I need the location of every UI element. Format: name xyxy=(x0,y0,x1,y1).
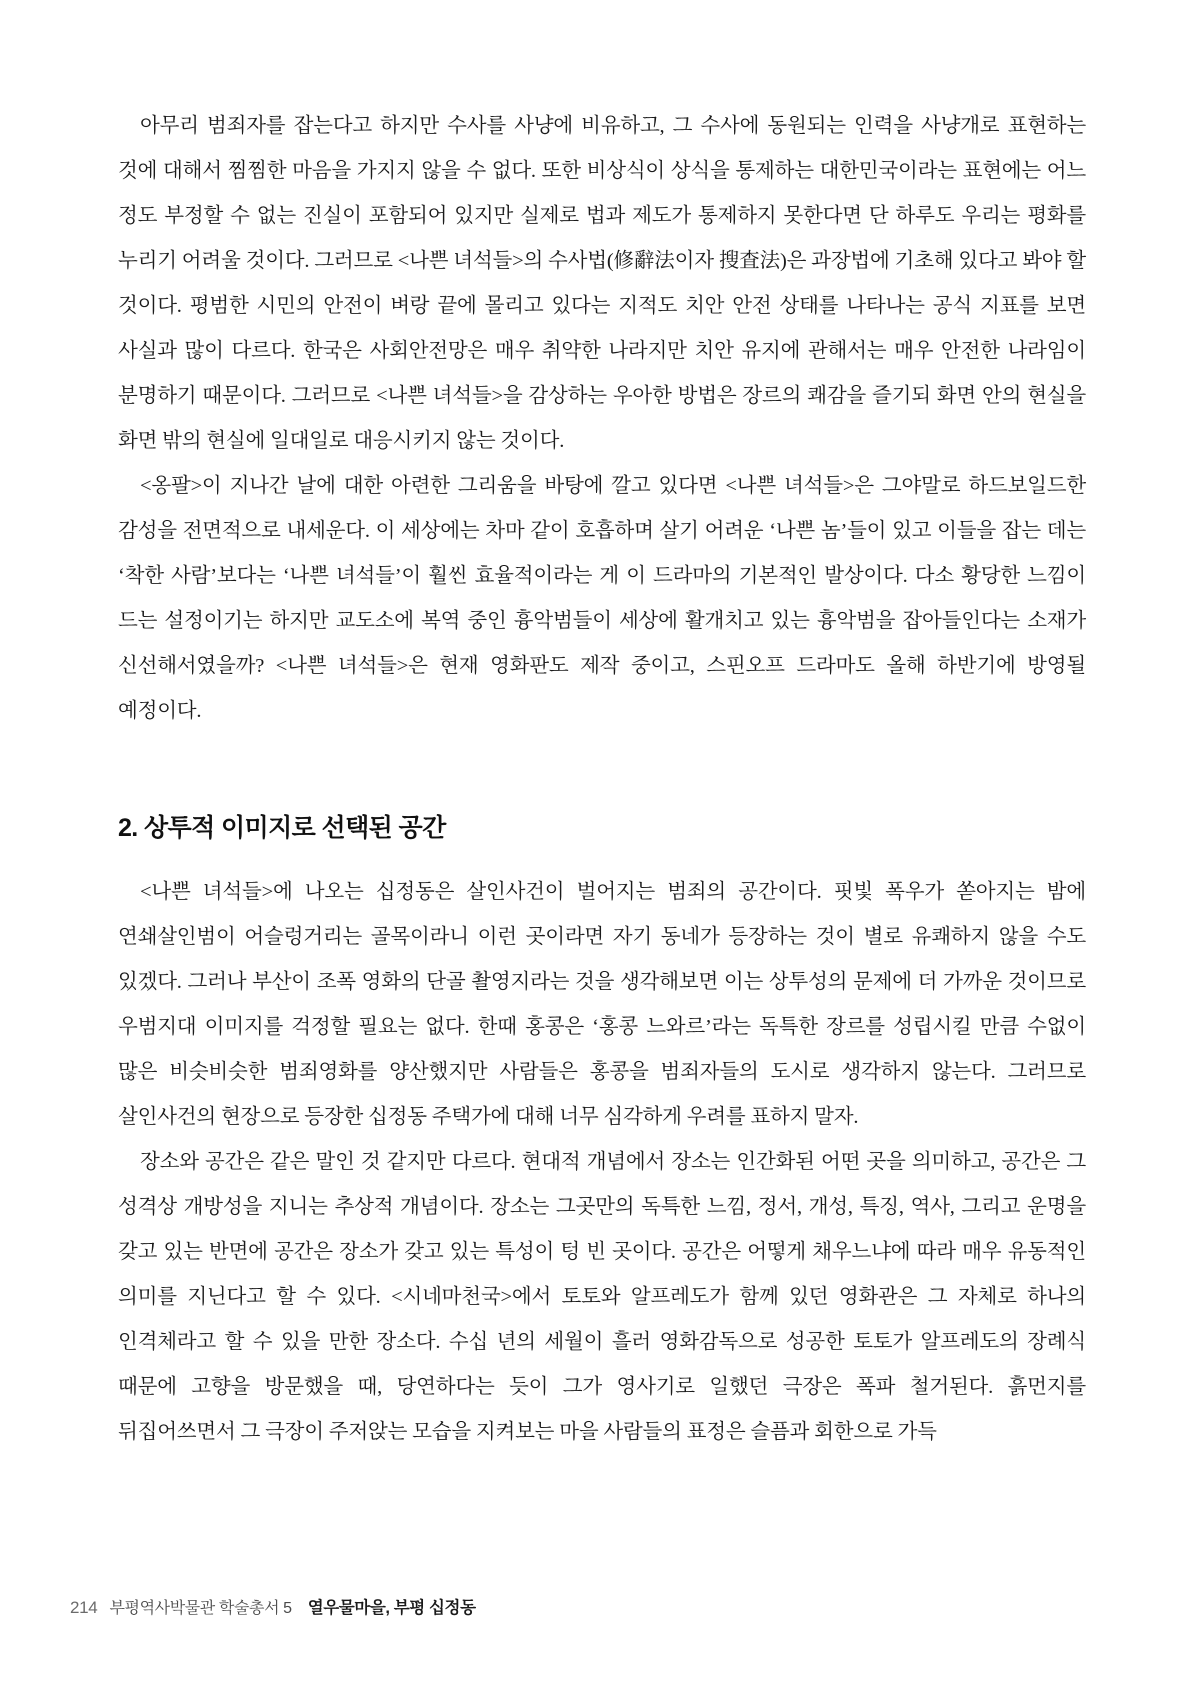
heading-spacer-top xyxy=(118,734,1086,808)
footer-book-title: 열우물마을, 부평 십정동 xyxy=(307,1599,476,1617)
page-content xyxy=(118,104,1086,1455)
footer-page-number: 214 xyxy=(70,1598,98,1617)
paragraph: 장소와 공간은 같은 말인 것 같지만 다르다. 현대적 개념에서 장소는 인간화된 어떤 곳을 의미하고, 공간은 그 성격상 개방성을 지니는 추상적 개념이다. 장소는 그곳만의 독특한 느낌, 정서, 개성, 특징, 역사, 그리고 운명을 갖고 있는 반면에 공간은 장소가 갖고 있는 특성이 텅 빈 곳이다. 공간은 어떻게 채우느냐에 따라 매우 유동적인 의미를 지닌다고 할 수 있다. <시네마천국>에서 토토와 알프레도가 함께 있던 영화관은 그 자체로 하나의 인격체라고 할 수 있을 만한 장소다. 수십 년의 세월이 흘러 영화감독으로 성공한 토토가 알프레도의 장례식 때문에 고향을 방문했을 때, 당연하다는 듯이 그가 영사기로 일했던 극장은 폭파 철거된다. 흙먼지를 뒤집어쓰면서 그 극장이 주저앉는 모습을 지켜보는 마을 사람들의 표정은 슬픔과 회한으로 가득 xyxy=(118,1151,1086,1443)
page-footer xyxy=(70,1594,476,1618)
paragraph: 아무리 범죄자를 잡는다고 하지만 수사를 사냥에 비유하고, 그 수사에 동원되는 인력을 사냥개로 표현하는 것에 대해서 찜찜한 마음을 가지지 않을 수 없다. 또한 비상식이 상식을 통제하는 대한민국이라는 표현에는 어느 정도 부정할 수 없는 진실이 포함되어 있지만 실제로 법과 제도가 통제하지 못한다면 단 하루도 우리는 평화를 누리기 어려울 것이다. 그러므로 <나쁜 녀석들>의 수사법(修辭法이자 搜査法)은 과장법에 기초해 있다고 봐야 할 것이다. 평범한 시민의 안전이 벼랑 끝에 몰리고 있다는 지적도 치안 안전 상태를 나타나는 공식 지표를 보면 사실과 많이 다르다. 한국은 사회안전망은 매우 취약한 나라지만 치안 유지에 관해서는 매우 안전한 나라임이 분명하기 때문이다. 그러므로 <나쁜 녀석들>을 감상하는 우아한 방법은 장르의 쾌감을 즐기되 화면 안의 현실을 화면 밖의 현실에 일대일로 대응시키지 않는 것이다. xyxy=(118,115,1086,452)
paragraph: <옹팔>이 지나간 날에 대한 아련한 그리움을 바탕에 깔고 있다면 <나쁜 녀석들>은 그야말로 하드보일드한 감성을 전면적으로 내세운다. 이 세상에는 차마 같이 호흡하며 살기 어려운 ‘나쁜 놈’들이 있고 이들을 잡는 데는 ‘착한 사람’보다는 ‘나쁜 녀석들’이 훨씬 효율적이라는 게 이 드라마의 기본적인 발상이다. 다소 황당한 느낌이 드는 설정이기는 하지만 교도소에 복역 중인 흉악범들이 세상에 활개치고 있는 흉악범을 잡아들인다는 소재가 신선해서였을까? <나쁜 녀석들>은 현재 영화판도 제작 중이고, 스핀오프 드라마도 올해 하반기에 방영될 예정이다. xyxy=(118,475,1086,722)
paragraph: <나쁜 녀석들>에 나오는 십정동은 살인사건이 벌어지는 범죄의 공간이다. 핏빛 폭우가 쏟아지는 밤에 연쇄살인범이 어슬렁거리는 골목이라니 이런 곳이라면 자기 동네가 등장하는 것이 별로 유쾌하지 않을 수도 있겠다. 그러나 부산이 조폭 영화의 단골 촬영지라는 것을 생각해보면 이는 상투성의 문제에 더 가까운 것이므로 우범지대 이미지를 걱정할 필요는 없다. 한때 홍콩은 ‘홍콩 느와르’라는 독특한 장르를 성립시킬 만큼 수없이 많은 비슷비슷한 범죄영화를 양산했지만 사람들은 홍콩을 범죄자들의 도시로 생각하지 않는다. 그러므로 살인사건의 현장으로 등장한 십정동 주택가에 대해 너무 심각하게 우려를 표하지 말자. xyxy=(118,881,1086,1128)
footer-series-label: 부평역사박물관 학술총서 5 xyxy=(109,1600,292,1617)
section-heading: 2. 상투적 이미지로 선택된 공간 xyxy=(118,814,446,842)
heading-spacer-bottom xyxy=(118,844,1086,870)
